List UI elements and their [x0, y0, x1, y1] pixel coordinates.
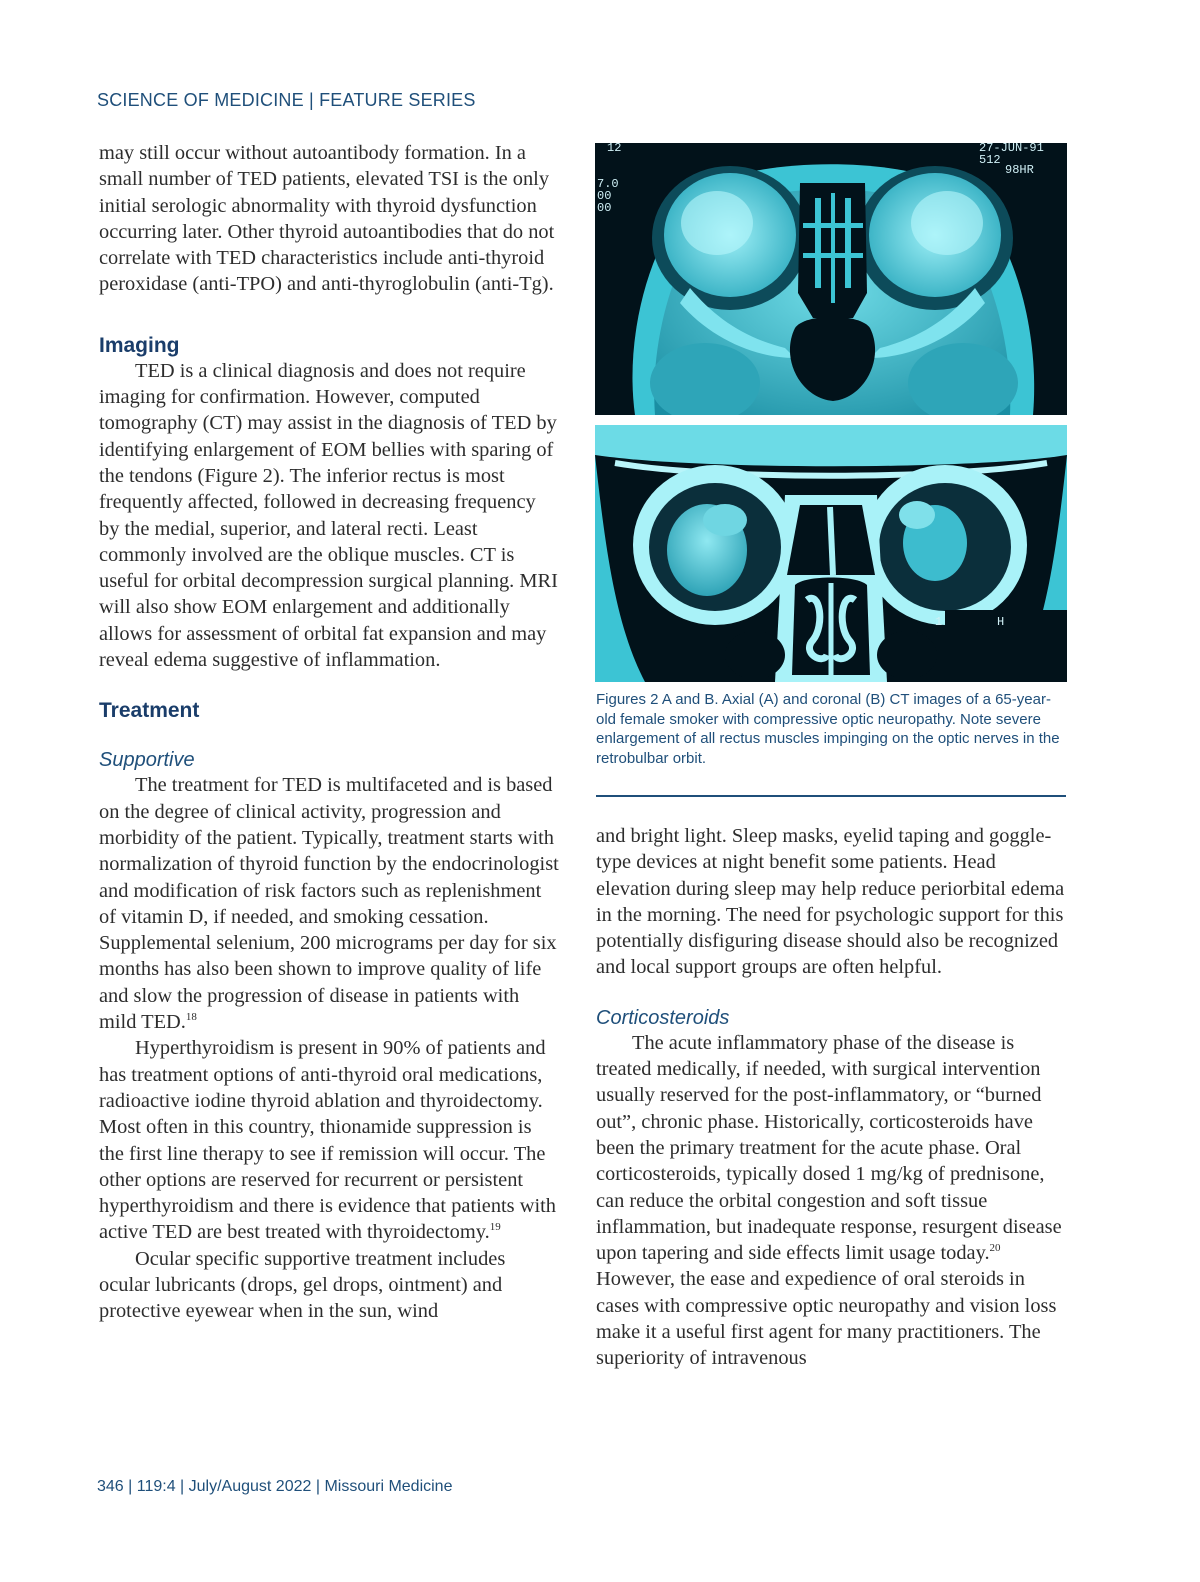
right-column	[596, 823, 1066, 1372]
corticosteroids-paragraph-end: However, the ease and expedience of oral steroids in cases with compressive optic neuropathy and vision loss make it a useful first agent for many practitioners. The superiority of intravenous	[596, 1268, 1057, 1370]
figure-caption: Figures 2 A and B. Axial (A) and coronal (B) CT images of a 65-year-old female smoker with compressive optic neuropathy. Note severe enlargement of all rectus muscles impinging on the optic nerves in the retrobulbar orbit.	[596, 691, 1060, 767]
ct-a-overlay-top-left: 12	[607, 143, 622, 155]
caption-divider	[596, 795, 1066, 797]
ct-coronal-drawing	[595, 425, 1067, 682]
ct-a-overlay-left-3: 00	[597, 201, 612, 215]
supportive-paragraph-1	[99, 772, 559, 1035]
supportive-paragraph-2-text: Hyperthyroidism is present in 90% of patients and has treatment options of anti-thyroid oral medications, radioactive iodine thyroid ablation and thyroidectomy. Most often in this country, thionamide suppression is the first line therapy to see if remission will occur. The other options are reserved for recurrent or persistent hyperthyroidism and there is evidence that patients with active TED are best treated with thyroidectomy.	[99, 1037, 556, 1244]
imaging-paragraph: TED is a clinical diagnosis and does not require imaging for confirmation. However, computed tomography (CT) may assist in the diagnosis of TED by identifying enlargement of EOM bellies with sparing of the tendons (Figure 2). The inferior rectus is most frequently affected, followed in decreasing frequency by the medial, superior, and lateral recti. Least commonly involved are the oblique muscles. CT is useful for orbital decompression surgical planning. MRI will also show EOM enlargement and additionally allows for assessment of orbital fat expansion and may reveal edema suggestive of inflammation.	[99, 359, 558, 672]
corticosteroids-paragraph-start: The acute inflammatory phase of the disease is treated medically, if needed, with surgical intervention usually reserved for the post-inflammatory, or “burned out”, chronic phase. Historically, corticosteroids have been the primary treatment for the acute phase. Oral corticosteroids, typically dosed 1 mg/kg of prednisone, can reduce the orbital congestion and soft tissue inflammation, but inadequate response, resurgent disease upon tapering and side effects limit usage today.	[596, 1031, 1062, 1265]
ct-a-overlay-left-1: 7.0	[597, 177, 619, 191]
treatment-heading: Treatment	[99, 699, 200, 723]
supportive-paragraph-3: Ocular specific supportive treatment includes ocular lubricants (drops, gel drops, ointment) and protective eyewear when in the sun, wind	[99, 1247, 506, 1323]
supportive-paragraph-2	[99, 1035, 559, 1245]
continued-paragraph: and bright light. Sleep masks, eyelid taping and goggle-type devices at night benefit some patients. Head elevation during sleep may help reduce periorbital edema in the morning. The need for psychologic support for this potentially disfiguring disease should also be recognized and local support groups are often helpful.	[596, 825, 1065, 979]
running-head: SCIENCE OF MEDICINE | FEATURE SERIES	[97, 90, 476, 110]
intro-paragraph: may still occur without autoantibody formation. In a small number of TED patients, elevated TSI is the only initial serologic abnormality with thyroid dysfunction occurring later. Other thyroid autoantibodies that do not correlate with TED characteristics include anti-thyroid peroxidase (anti-TPO) and anti-thyroglobulin (anti-Tg).	[99, 142, 555, 296]
left-column	[99, 140, 559, 1325]
ct-a-overlay-top-right-3: 98HR	[1005, 163, 1034, 177]
page-footer: 346 | 119:4 | July/August 2022 | Missouri Medicine	[97, 1478, 453, 1495]
ct-a-overlay-left-2: 00	[597, 189, 612, 203]
figure-2	[595, 143, 1067, 682]
reference-marker: 18	[185, 1011, 197, 1024]
reference-marker: 20	[989, 1242, 1001, 1255]
reference-marker: 19	[489, 1221, 501, 1234]
ct-b-overlay-label-2: H	[997, 615, 1005, 629]
corticosteroids-heading: Corticosteroids	[596, 1006, 730, 1029]
corticosteroids-paragraph	[596, 1030, 1066, 1372]
ct-image-coronal	[595, 425, 1067, 682]
ct-a-overlay-top-right-1: 27-JUN-91	[979, 143, 1044, 155]
imaging-heading: Imaging	[99, 333, 180, 357]
supportive-paragraph-1-text: The treatment for TED is multifaceted and is based on the degree of clinical activity, progression and morbidity of the patient. Typically, treatment starts with normalization of thyroid function by the endocrinologist and modification of risk factors such as replenishment of vitamin D, if needed, and smoking cessation. Supplemental selenium, 200 micrograms per day for six months has also been shown to improve quality of life and slow the progression of disease in patients with mild TED.	[99, 774, 559, 1034]
ct-b-overlay-label-1: 1	[935, 615, 943, 629]
ct-image-axial	[595, 143, 1067, 415]
ct-a-overlay-top-right-2: 512	[979, 153, 1001, 167]
ct-axial-drawing	[595, 143, 1067, 415]
supportive-heading: Supportive	[99, 749, 195, 772]
